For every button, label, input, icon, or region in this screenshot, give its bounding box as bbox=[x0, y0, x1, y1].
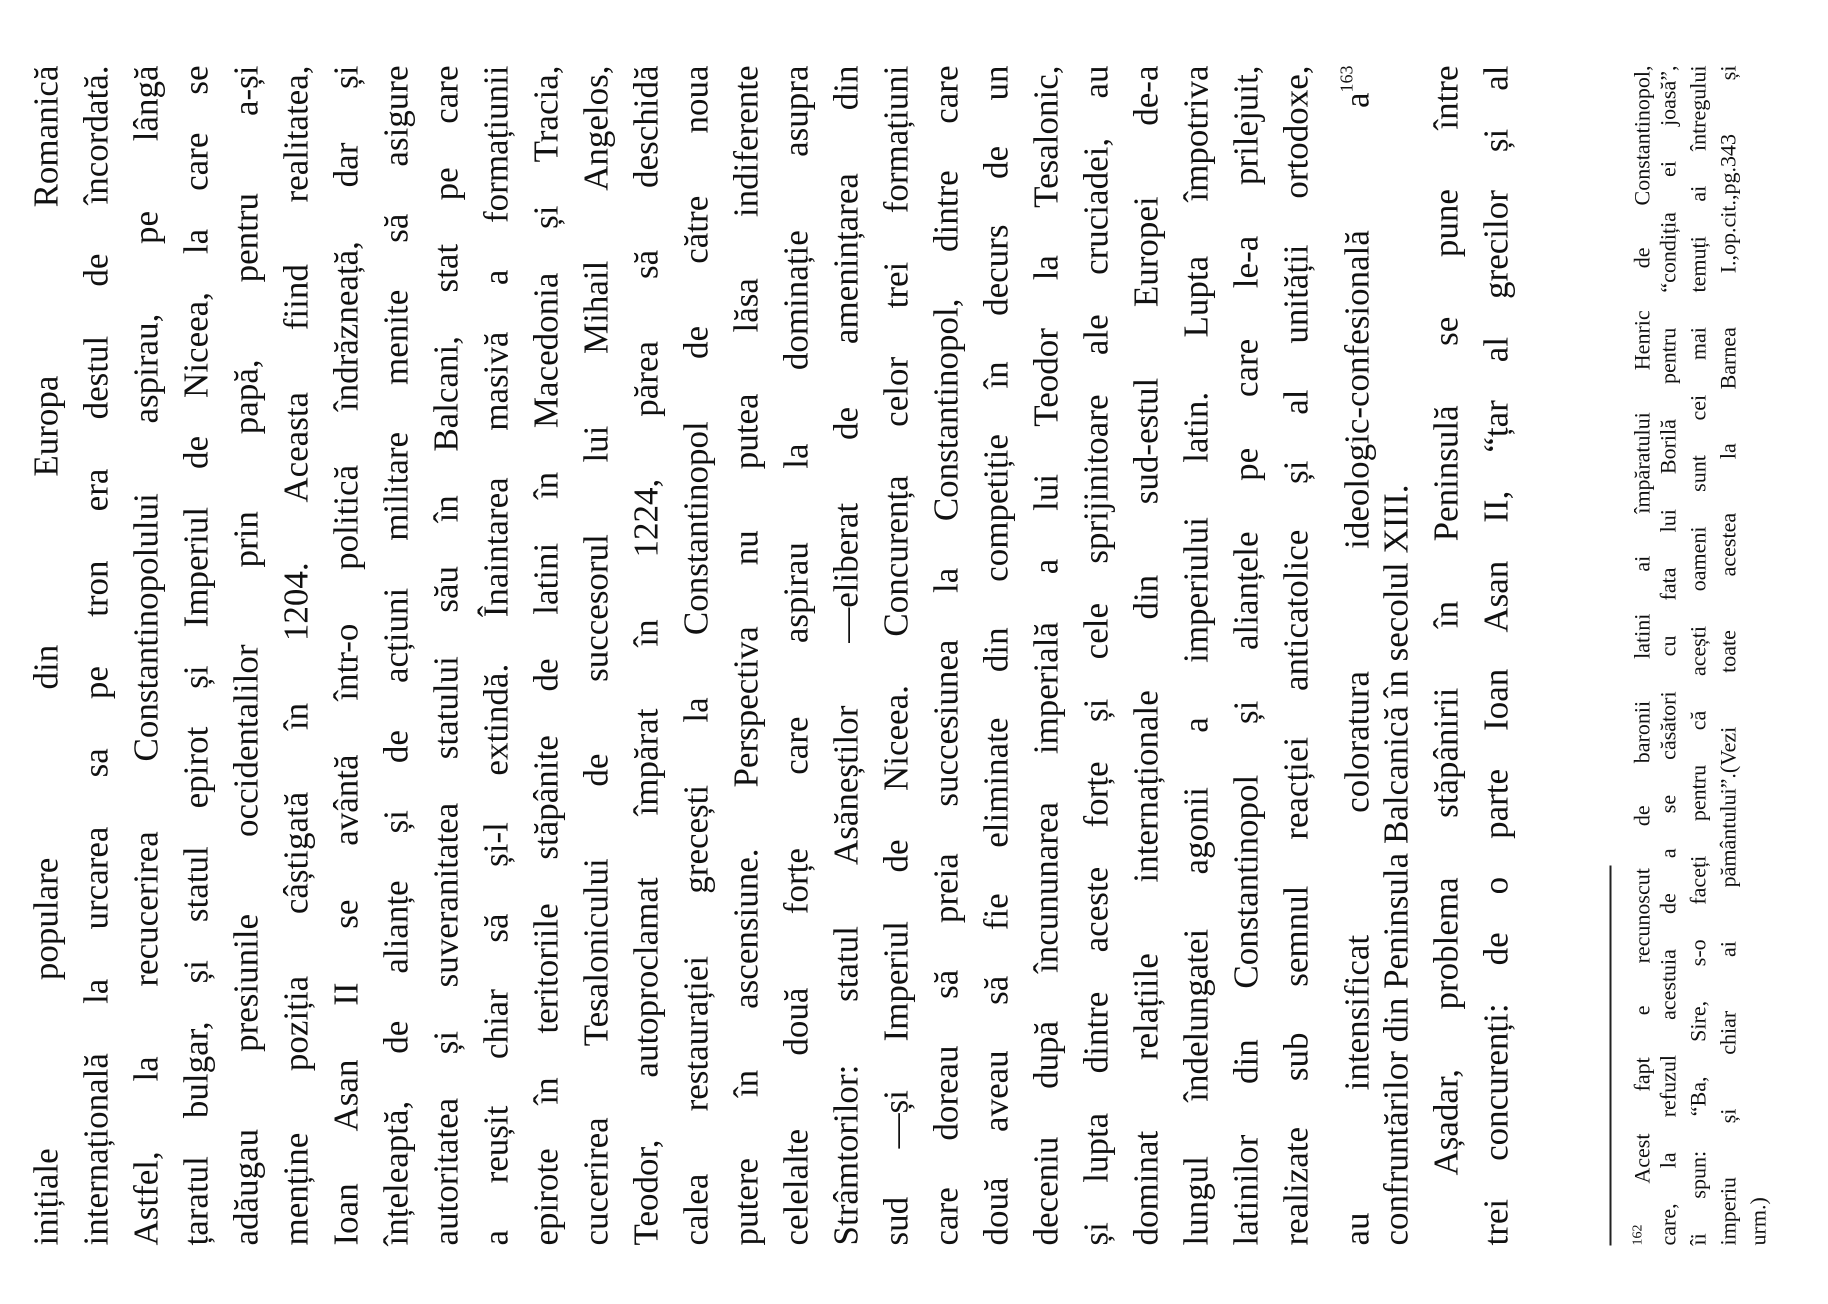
body-line-text: calea restaurației grecești la Constantinopol de către noua bbox=[676, 65, 716, 1246]
body-line bbox=[622, 66, 672, 1246]
body-line bbox=[1172, 66, 1222, 1246]
footnote-line bbox=[1655, 66, 1683, 1246]
body-line-text: trei concurenți: de o parte Ioan Asan II, “țar al grecilor și al bbox=[1476, 65, 1516, 1246]
body-line-text: Ioan Asan II se avântă într-o politică îndrăzneață, dar și bbox=[326, 65, 366, 1246]
footnote-reference-163: 163 bbox=[1336, 65, 1357, 93]
body-line-text: latinilor din Constantinopol și alianțele pe care le-a prilejuit, bbox=[1226, 65, 1266, 1246]
body-line bbox=[922, 66, 972, 1246]
body-line bbox=[222, 66, 272, 1246]
body-line-text: inițiale populare din Europa Romanică bbox=[26, 65, 66, 1246]
rotated-document bbox=[0, 1, 1828, 1304]
body-line-text: putere în ascensiune. Perspectiva nu putea lăsa indiferente bbox=[726, 65, 766, 1246]
body-line bbox=[1072, 66, 1122, 1246]
body-line-text: care doreau să preia succesiunea la Constantinopol, dintre care bbox=[926, 65, 966, 1246]
body-line-text: dominat relațiile internaționale din sud-estul Europei de-a bbox=[1126, 65, 1166, 1246]
body-line-text: lungul îndelungatei agonii a imperiului latin. Lupta împotriva bbox=[1176, 65, 1216, 1246]
body-line bbox=[322, 66, 372, 1246]
footnote-line bbox=[1715, 66, 1743, 1246]
body-line-text: două aveau să fie eliminate din competiție în decurs de un bbox=[976, 65, 1016, 1246]
body-line-text: Astfel, la recucerirea Constantinopolului aspirau, pe lângă bbox=[126, 65, 166, 1246]
body-line bbox=[1222, 66, 1272, 1246]
body-line bbox=[672, 66, 722, 1246]
footnote-line-text: urm.) bbox=[1745, 1197, 1771, 1246]
body-line bbox=[272, 66, 322, 1246]
footnote-line bbox=[1745, 66, 1773, 1246]
footnote-line-text: imperiu și chiar ai pământului”.(Vezi toate acestea la Barnea I.,op.cit.,pg.343 și bbox=[1715, 65, 1741, 1246]
body-line bbox=[22, 66, 72, 1246]
body-line bbox=[1022, 66, 1072, 1246]
body-line-text: menține poziția câștigată în 1204. Aceasta fiind realitatea, bbox=[276, 65, 316, 1246]
body-line-text: realizate sub semnul reacției anticatolice și al unității ortodoxe, bbox=[1276, 65, 1316, 1246]
body-line-text: epirote în teritoriile stăpânite de latini în Macedonia și Tracia, bbox=[526, 65, 566, 1246]
body-line-text: internațională la urcarea sa pe tron era destul de încordată. bbox=[76, 65, 116, 1246]
body-line-text: adăugau presiunile occidentalilor prin papă, pentru a-și bbox=[226, 65, 266, 1246]
footnote-line-text: Acest fapt e recunoscut de baronii latini ai împăratului Henric de Constantinopol, bbox=[1629, 65, 1655, 1184]
body-line-text: deceniu după încununarea imperială a lui Teodor la Tesalonic, bbox=[1026, 65, 1066, 1246]
body-line bbox=[72, 66, 122, 1246]
body-line-text: cucerirea Tesalonicului de succesorul lui Mihail Angelos, bbox=[576, 65, 616, 1246]
body-line-text: a reușit chiar să și-l extindă. Înaintarea masivă a formațiunii bbox=[476, 65, 516, 1246]
body-line bbox=[972, 66, 1022, 1246]
body-line-text: Strâmtorilor: statul Asăneștilor —eliberat de amenințarea din bbox=[826, 65, 866, 1246]
body-line bbox=[472, 66, 522, 1246]
footnote-line-text: îi spun: “Ba, Sire, s-o faceți pentru că acești oameni sunt cei mai temuți ai întregului bbox=[1685, 65, 1711, 1246]
body-line-text: confruntărilor din Peninsula Balcanică în secolul XIII. bbox=[1376, 484, 1416, 1246]
footnote-separator bbox=[1610, 866, 1612, 1246]
body-line bbox=[1272, 66, 1322, 1246]
body-line bbox=[722, 66, 772, 1246]
body-line bbox=[1122, 66, 1172, 1246]
body-line-text: Așadar, problema stăpânirii în Peninsulă se pune între bbox=[1426, 65, 1466, 1176]
body-line bbox=[522, 66, 572, 1246]
body-line bbox=[422, 66, 472, 1246]
footnote-line bbox=[1625, 66, 1653, 1246]
body-line-text: țaratul bulgar, și statul epirot și Imperiul de Niceea, la care se bbox=[176, 65, 216, 1246]
body-line bbox=[572, 66, 622, 1246]
body-line-text: înțeleaptă, de alianțe și de acțiuni militare menite să asigure bbox=[376, 65, 416, 1246]
body-line bbox=[122, 66, 172, 1246]
body-line-text: sud —și Imperiul de Niceea. Concurența celor trei formațiuni bbox=[876, 65, 916, 1246]
body-line bbox=[1372, 66, 1422, 1246]
body-line-text: autoritatea și suveranitatea statului său în Balcani, stat pe care bbox=[426, 65, 466, 1246]
body-line-text: și lupta dintre aceste forțe și cele sprijinitoare ale cruciadei, au bbox=[1076, 65, 1116, 1246]
body-line-text: Teodor, autoproclamat împărat în 1224, părea să deschidă bbox=[626, 65, 666, 1246]
body-line bbox=[822, 66, 872, 1246]
body-line bbox=[1422, 66, 1472, 1246]
body-line bbox=[1322, 65, 1377, 1246]
body-line-text: celelalte două forțe care aspirau la dominație asupra bbox=[776, 65, 816, 1246]
body-line bbox=[372, 66, 422, 1246]
body-line bbox=[1472, 66, 1522, 1246]
footnote-line-text: care, la refuzul acestuia de a se căsători cu fata lui Borilă pentru “condiția ei joasă”, bbox=[1655, 65, 1681, 1246]
footnote-number: 162 bbox=[1630, 1224, 1646, 1246]
body-line bbox=[172, 66, 222, 1246]
body-line-text: au intensificat coloratura ideologic-confesională a bbox=[1337, 92, 1377, 1246]
body-line bbox=[772, 66, 822, 1246]
body-line bbox=[872, 66, 922, 1246]
footnote-line bbox=[1685, 66, 1713, 1246]
